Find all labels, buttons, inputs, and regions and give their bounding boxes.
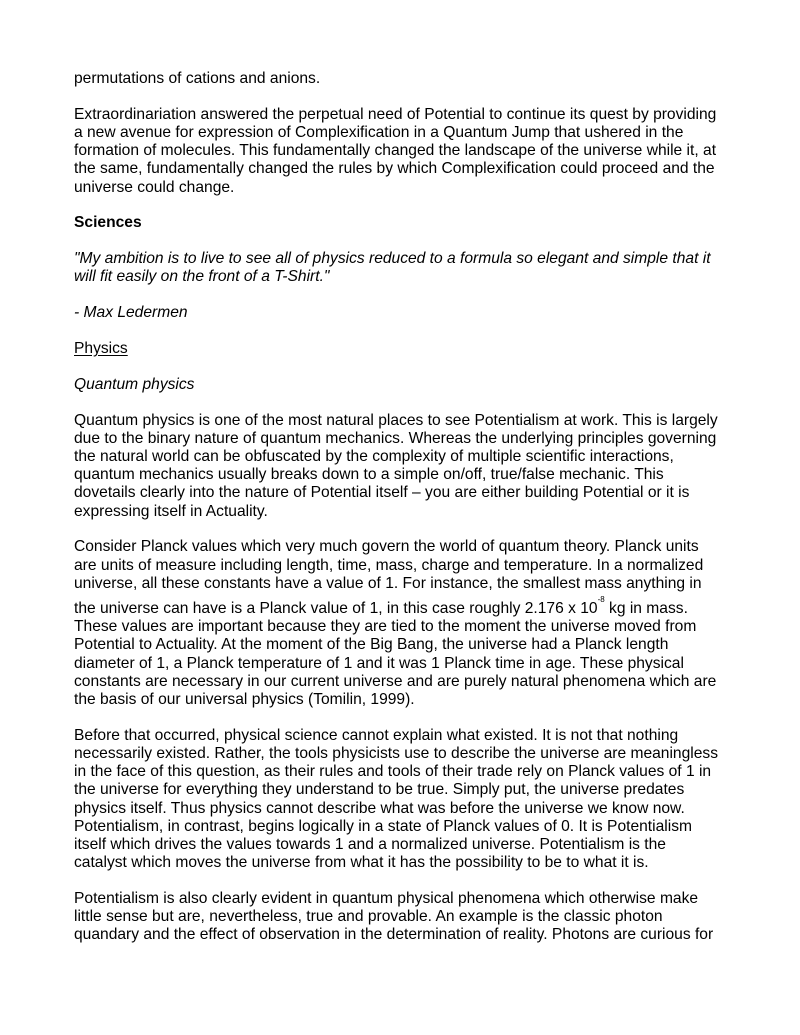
epigraph-quote (74, 250, 730, 286)
planck-lines-before (74, 538, 730, 593)
text-line: a new avenue for expression of Complexification in a Quantum Jump that ushered in the (74, 124, 684, 141)
text-line: will fit easily on the front of a T-Shirt." (74, 268, 330, 286)
text-line: are units of measure including length, time, mass, charge and temperature. In a normalized (74, 556, 704, 574)
planck-mass-line: the universe can have is a Planck value of 1, in this case roughly 2.176 x $10^{-8}$ kg in mass. (74, 595, 688, 618)
section-heading-sciences: Sciences (74, 214, 142, 232)
quantum-physics-paragraph (74, 412, 730, 521)
text-line: constants are necessary in our current universe and are purely natural phenomena which are (74, 672, 717, 690)
subheading-physics: Physics (74, 340, 128, 357)
text-line: the universe for everything they understand to be true. Simply put, the universe predates (74, 781, 685, 799)
text-line: Before that occurred, physical science cannot explain what existed. It is not that nothing (74, 726, 679, 744)
planck-values-paragraph (74, 538, 730, 709)
text-line: catalyst which moves the universe from what it has the possibility to be to what it is. (74, 854, 649, 872)
photon-paragraph (74, 890, 730, 945)
text-line: Potential to Actuality. At the moment of the Big Bang, the universe had a Planck length (74, 636, 669, 654)
text-line: quantum mechanics usually breaks down to a simple on/off, true/false mechanic. This (74, 466, 664, 484)
text-line: the basis of our universal physics (Tomilin, 1999). (74, 691, 415, 709)
text-line: in the face of this question, as their rules and tools of their trade rely on Planck values of 1 in (74, 763, 712, 781)
text-line: itself which drives the values towards 1 and a normalized universe. Potentialism is the (74, 836, 666, 854)
text-line: Quantum physics is one of the most natural places to see Potentialism at work. This is largely (74, 411, 718, 429)
text-line: diameter of 1, a Planck temperature of 1 and it was 1 Planck time in age. These physical (74, 654, 684, 672)
before-universe-paragraph (74, 727, 730, 873)
text-line: Potentialism, in contrast, begins logically in a state of Planck values of 0. It is Potentialism (74, 817, 692, 835)
extraordinariation-paragraph (74, 106, 730, 197)
text-line: necessarily existed. Rather, the tools physicists use to describe the universe are meaningless (74, 745, 719, 763)
planck-lines-after (74, 618, 730, 709)
text-line: expressing itself in Actuality. (74, 502, 268, 520)
exponent-superscript: -8 (597, 595, 605, 605)
text-line: due to the binary nature of quantum mechanics. Whereas the underlying principles governing (74, 429, 717, 447)
text-line: little sense but are, nevertheless, true and provable. An example is the classic photon (74, 908, 663, 926)
text-line: dovetails clearly into the nature of Potential itself – you are either building Potential or it is (74, 484, 690, 502)
intro-tail-paragraph: permutations of cations and anions. (74, 70, 321, 87)
text-line: universe, all these constants have a value of 1. For instance, the smallest mass anything in (74, 574, 702, 592)
text-line: Extraordinariation answered the perpetual need of Potential to continue its quest by providing (74, 105, 717, 123)
subheading-quantum-physics: Quantum physics (74, 375, 195, 393)
text-line: universe could change. (74, 178, 235, 196)
text-line: Consider Planck values which very much govern the world of quantum theory. Planck units (74, 538, 699, 556)
text-line: These values are important because they are tied to the moment the universe moved from (74, 618, 697, 636)
text-line: quandary and the effect of observation in the determination of reality. Photons are curious for (74, 926, 714, 944)
text-line: the same, fundamentally changed the rules by which Complexification could proceed and the (74, 160, 715, 178)
text-line: formation of molecules. This fundamentally changed the landscape of the universe while it, at (74, 142, 717, 160)
text-line: physics itself. Thus physics cannot describe what was before the universe we know now. (74, 799, 685, 817)
text-line: Potentialism is also clearly evident in quantum physical phenomena which otherwise make (74, 890, 699, 908)
text-line: the natural world can be obfuscated by the complexity of multiple scientific interactions, (74, 448, 674, 465)
quote-attribution: - Max Ledermen (74, 304, 188, 322)
text-line: "My ambition is to live to see all of physics reduced to a formula so elegant and simple that it (74, 250, 711, 268)
